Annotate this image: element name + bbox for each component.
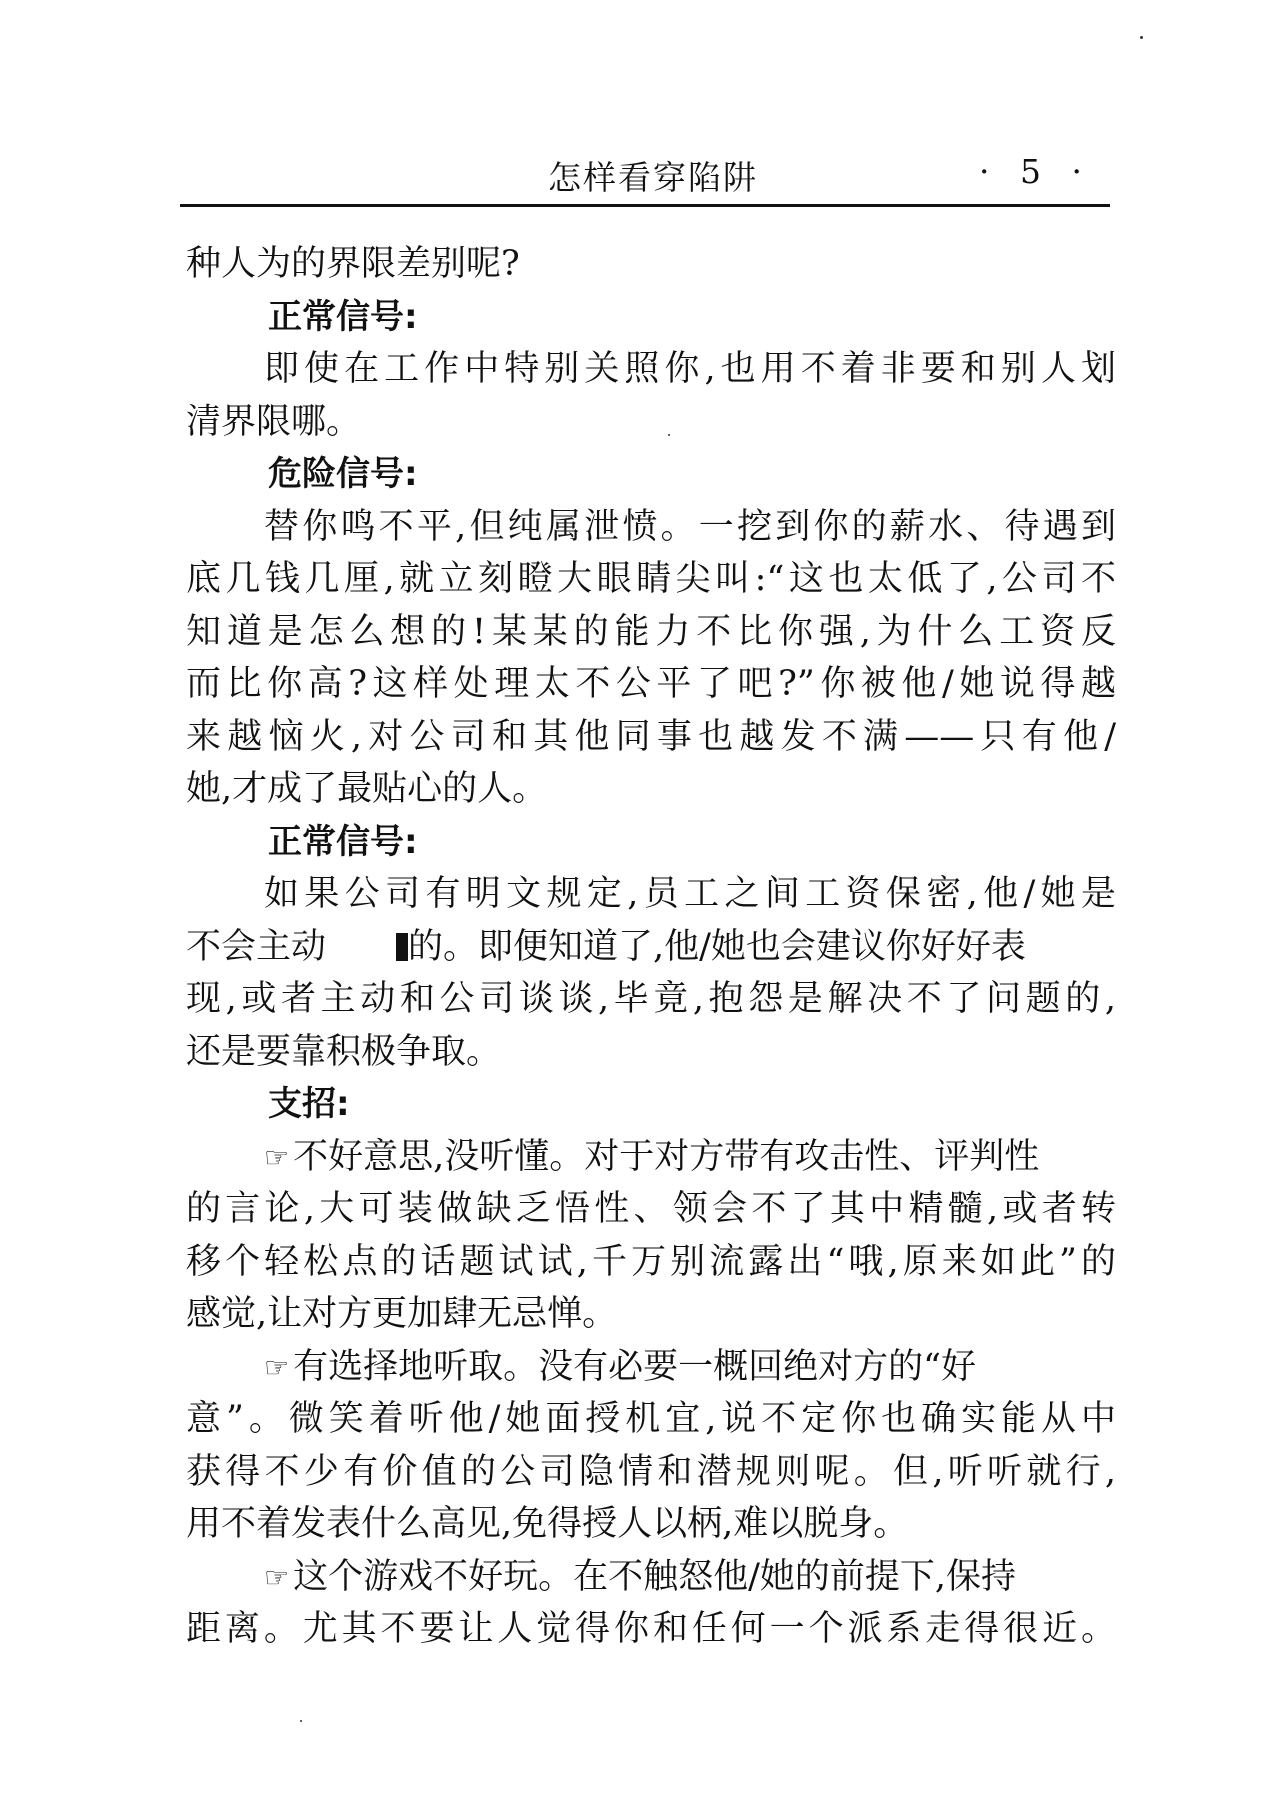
- text-line: 来越恼火,对公司和其他同事也越发不满——只有他/: [186, 716, 1116, 757]
- tip-text: 不好意思,没听懂。对于对方带有攻击性、评判性: [293, 1136, 1040, 1177]
- running-head: [180, 152, 1110, 212]
- section-heading-tips: 支招:: [268, 1084, 350, 1124]
- tip-text: 这个游戏不好玩。在不触怒他/她的前提下,保持: [293, 1556, 1017, 1597]
- text-line: [186, 921, 1116, 974]
- running-title: 怎样看穿陷阱: [548, 158, 758, 197]
- text-line: 如果公司有明文规定,员工之间工资保密,他/她是: [264, 874, 1116, 914]
- text-line: 用不着发表什么高见,免得授人以柄,难以脱身。: [186, 1504, 909, 1544]
- text-line: 清界限哪。: [186, 401, 362, 442]
- tip-line: [186, 1341, 1116, 1394]
- tip-line: [186, 1131, 1116, 1184]
- text-fragment: 的。即便知道了,他/她也会建议你好好表: [408, 926, 1026, 967]
- header-rule: [180, 204, 1110, 207]
- pointing-hand-icon: ☞: [264, 1140, 290, 1174]
- text-line: 现,或者主动和公司谈谈,毕竟,抱怨是解决不了问题的,: [186, 979, 1116, 1019]
- text-line: 她,才成了最贴心的人。: [186, 769, 548, 809]
- section-heading-normal-signal: 正常信号:: [268, 296, 418, 337]
- body-text: [186, 238, 1116, 1656]
- section-heading-danger-signal: 危险信号:: [268, 454, 418, 494]
- pointing-hand-icon: ☞: [264, 1560, 290, 1594]
- text-line: 而比你高?这样处理太不公平了吧?”你被他/她说得越: [186, 664, 1116, 704]
- text-fragment: 不会主动: [186, 926, 327, 967]
- section-heading-normal-signal: 正常信号:: [268, 821, 418, 862]
- text-line: 知道是怎么想的!某某的能力不比你强,为什么工资反: [186, 611, 1116, 652]
- text-line: 感觉,让对方更加肆无忌惮。: [186, 1294, 618, 1334]
- pointing-hand-icon: ☞: [264, 1350, 290, 1384]
- print-blot: [396, 933, 408, 961]
- text-line: 意”。微笑着听他/她面授机宜,说不定你也确实能从中: [186, 1399, 1116, 1439]
- text-line: 获得不少有价值的公司隐情和潜规则呢。但,听听就行,: [186, 1451, 1116, 1492]
- scan-speck: [1140, 36, 1143, 39]
- text-line: 还是要靠积极争取。: [186, 1031, 502, 1072]
- tip-text: 有选择地听取。没有必要一概回绝对方的“好: [293, 1346, 977, 1387]
- text-line: 距离。尤其不要让人觉得你和任何一个派系走得很近。: [186, 1609, 1116, 1649]
- text-line: 移个轻松点的话题试试,千万别流露出“哦,原来如此”的: [186, 1241, 1116, 1282]
- page-number: · 5 ·: [979, 152, 1092, 191]
- scan-speck: [668, 434, 670, 436]
- text-line: 即使在工作中特别关照你,也用不着非要和别人划: [264, 349, 1116, 389]
- text-line: 种人为的界限差别呢?: [186, 244, 520, 284]
- text-line: 替你鸣不平,但纯属泄愤。一挖到你的薪水、待遇到: [264, 506, 1116, 547]
- text-line: 底几钱几厘,就立刻瞪大眼睛尖叫:“这也太低了,公司不: [186, 559, 1116, 599]
- text-line: 的言论,大可装做缺乏悟性、领会不了其中精髓,或者转: [186, 1189, 1116, 1229]
- tip-line: [186, 1551, 1116, 1604]
- scan-speck: [300, 1720, 302, 1722]
